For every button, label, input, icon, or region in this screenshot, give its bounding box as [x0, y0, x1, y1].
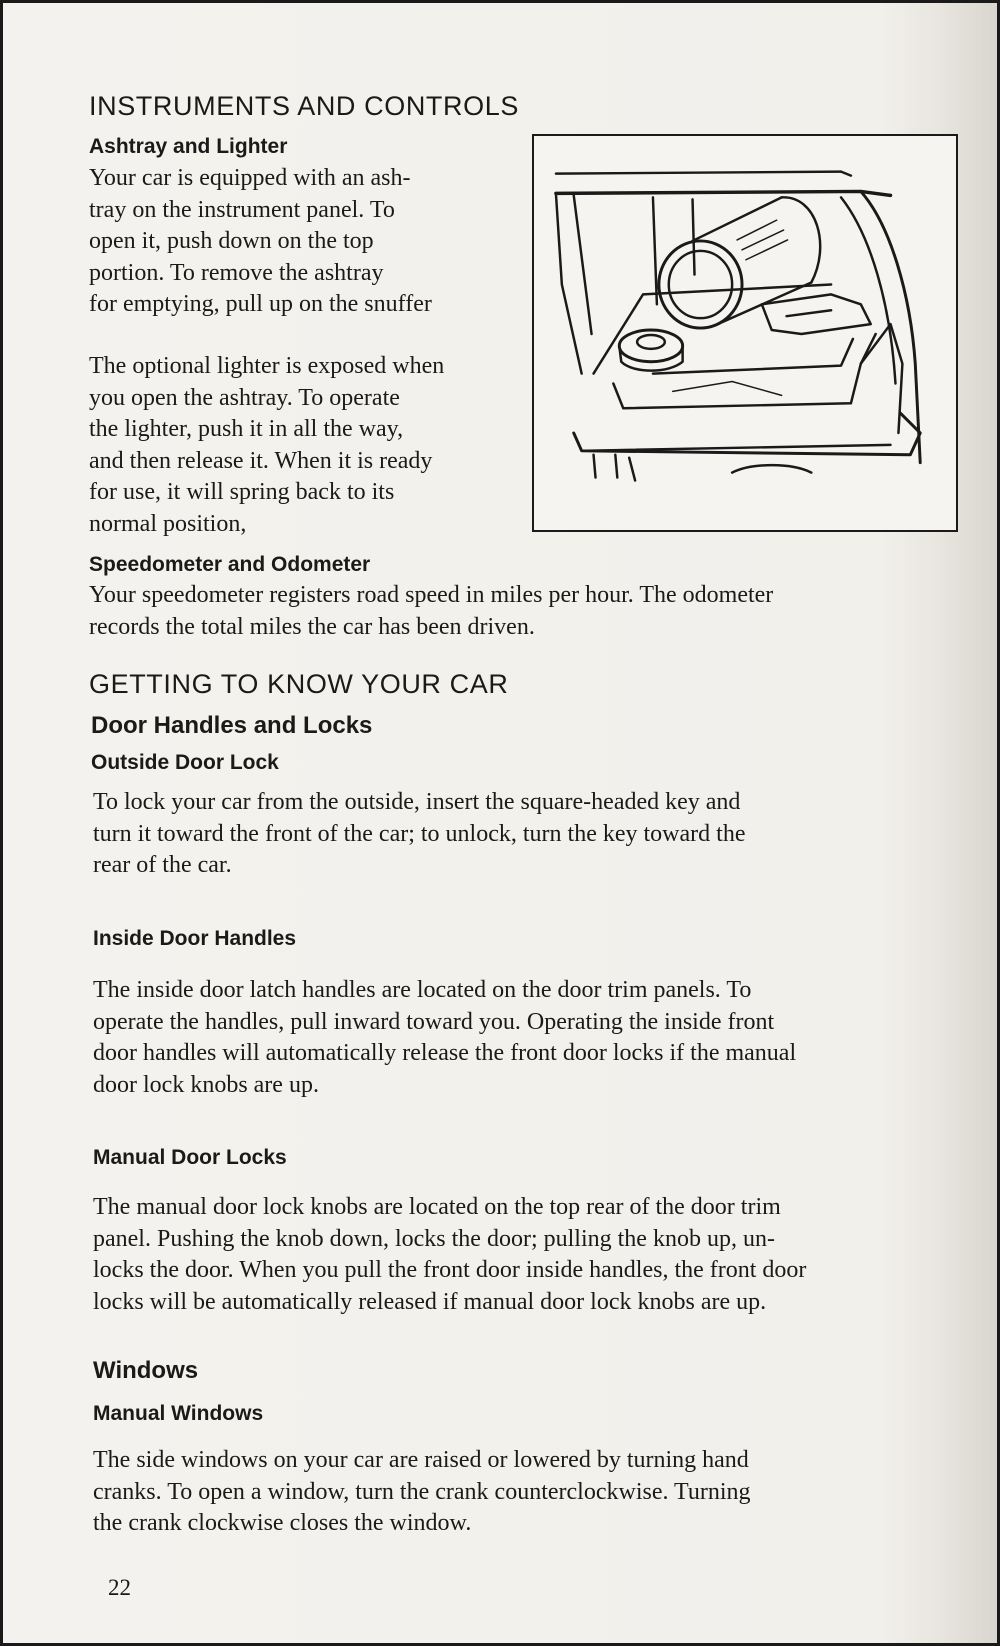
ashtray-illustration — [532, 134, 958, 532]
heading-manual-windows: Manual Windows — [93, 1402, 264, 1425]
heading-manual-door-locks: Manual Door Locks — [93, 1146, 287, 1169]
section-title-instruments: INSTRUMENTS AND CONTROLS — [89, 91, 519, 121]
ashtray-paragraph: Your car is equipped with an ash- tray on the instrument panel. To open it, push down on the top portion. To remove the ashtray for emptying, pull up on the snuffer — [89, 165, 432, 317]
heading-outside-door-lock: Outside Door Lock — [91, 751, 279, 774]
section-title-getting-to-know: GETTING TO KNOW YOUR CAR — [89, 669, 509, 699]
page-number: 22 — [108, 1575, 131, 1600]
heading-door-handles-locks: Door Handles and Locks — [91, 712, 373, 739]
manual-door-locks-paragraph: The manual door lock knobs are located on the top rear of the door trim panel. Pushing the knob down, locks the door; pulling the knob up, un- locks the door. When you pull the front door inside handles, the front door locks will be automatically released if manual door lock knobs are up. — [93, 1194, 807, 1315]
speedometer-paragraph: Your speedometer registers road speed in miles per hour. The odometer records the total miles the car has been driven. — [89, 582, 774, 640]
manual-windows-paragraph: The side windows on your car are raised or lowered by turning hand cranks. To open a window, turn the crank counterclockwise. Turning the crank clockwise closes the window. — [93, 1447, 751, 1536]
heading-windows: Windows — [93, 1357, 199, 1384]
inside-door-handles-paragraph: The inside door latch handles are located on the door trim panels. To operate the handles, pull inward toward you. Operating the inside front door handles will automatically release the front door locks if the manual door lock knobs are up. — [93, 977, 797, 1098]
heading-speedometer-odometer: Speedometer and Odometer — [89, 553, 371, 576]
outside-door-lock-paragraph: To lock your car from the outside, insert the square-headed key and turn it toward the front of the car; to unlock, turn the key toward the rear of the car. — [93, 789, 746, 878]
lighter-paragraph: The optional lighter is exposed when you open the ashtray. To operate the lighter, push it in all the way, and then release it. When it is ready for use, it will spring back to its normal position, — [89, 353, 445, 537]
heading-ashtray-lighter: Ashtray and Lighter — [89, 135, 288, 158]
heading-inside-door-handles: Inside Door Handles — [93, 927, 297, 950]
